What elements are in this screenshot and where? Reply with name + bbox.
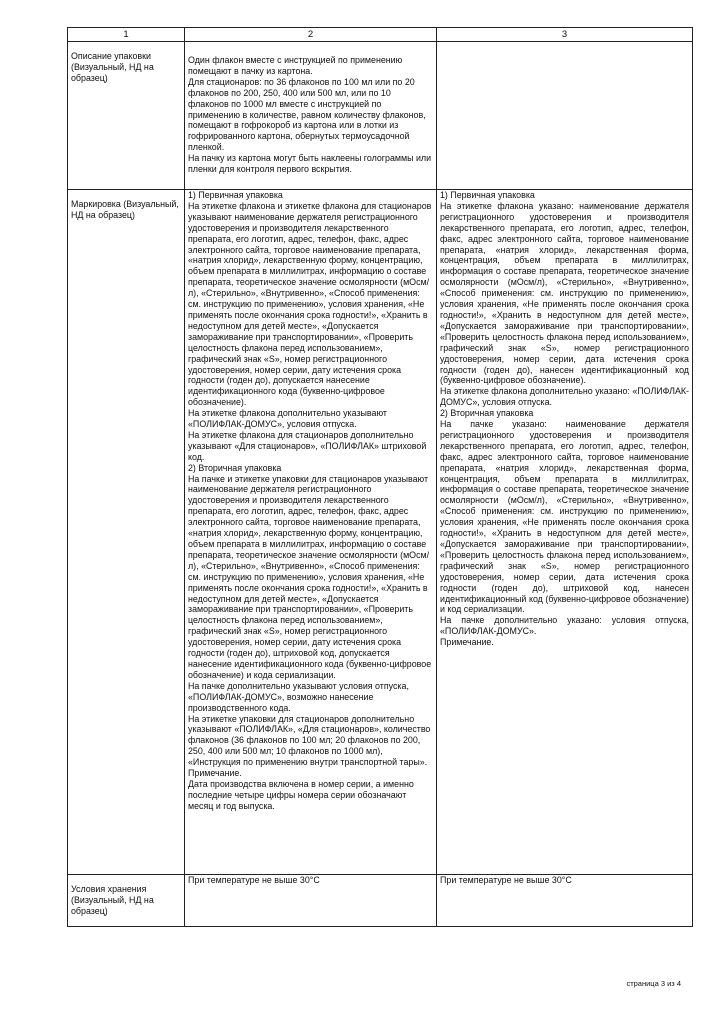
text-paragraph: 2) Вторичная упаковка (188, 462, 282, 473)
text-paragraph: 1) Первичная упаковка (440, 190, 535, 200)
text-paragraph: На пачке указано: наименование держателя регистрационного удостоверения и производителя лекарственного препарата, его логотип, адрес, телефон, факс, адрес электронного сайта, торговое наименование препарата, «натрия хлорид», лекарственная форма, концентрация, объем препарата в миллилитрах, информация о составе препарата, теоретическое значение осмолярности (мОсм/л), «Стерильно», «Внутривенно», «Способ применения: см. инструкцию по применению», условия хранения, «Не применять после окончания срока годности!», «Хранить в недоступном для детей месте», «Допускается замораживание при транспортировании», «Проверить целостность флакона перед использованием», графический знак «S», номер регистрационного удостоверения, номер серии, дата истечения срока годности (годен до), штриховой код, нанесен идентификационный код (буквенно-цифровое обозначение) и код сериализации. (440, 419, 689, 615)
text-paragraph: Примечание. (188, 768, 242, 779)
column-header-3: 3 (437, 28, 693, 42)
text-paragraph: На этикетке упаковки для стационаров дополнительно указывают «ПОЛИФЛАК», «Для стационаров», количество флаконов (36 флаконов по 100 мл; 20 флаконов по 200, 250, 400 или 500 мл; 10 флаконов по 1000 мл), «Инструкция по применению внутри транспортной тары». (188, 713, 431, 768)
marking-actual (437, 190, 693, 875)
text-paragraph: Один флакон вместе с инструкцией по применению помещают в пачку из картона. (188, 55, 403, 76)
column-header-2: 2 (185, 28, 437, 42)
text-paragraph: На пачке дополнительно указано: условия отпуска, «ПОЛИФЛАК-ДОМУС». (440, 615, 689, 637)
text-paragraph: 2) Вторичная упаковка (440, 408, 534, 419)
text-paragraph: Примечание. (440, 637, 494, 648)
text-paragraph: На этикетке флакона и этикетке флакона для стационаров указывают наименование держателя регистрационного удостоверения и производителя лекарственного препарата, его логотип, адрес, телефон, факс, адрес электронного сайта, торговое наименование препарата, «натрия хлорид», лекарственную форму, концентрацию, объем препарата в миллилитрах, информацию о составе препарата, теоретическое значение осмолярности (мОсм/л), «Стерильно», «Внутривенно», «Способ применения: см. инструкцию по применению», условия хранения, «Не применять после окончания срока годности!», «Хранить в недоступном для детей месте», «Допускается замораживание при транспортировании», «Проверить целостность флакона перед использованием», графический знак «S», номер регистрационного удостоверения, номер серии, дату истечения срока годности (годен до), допускается нанесение идентификационного кода (буквенно-цифровое обозначение). (188, 200, 432, 408)
text-paragraph: На пачке и этикетке упаковки для стационаров указывают наименование держателя регистрационного удостоверения и производителя лекарственного препарата, его логотип, адрес, телефон, факс, адрес электронного сайта, торговое наименование препарата, «натрия хлорид», лекарственную форму, концентрацию, объем препарата в миллилитрах, информацию о составе препарата, теоретическое значение осмолярности (мОсм/л), «Стерильно», «Внутривенно», «Способ применения: см. инструкцию по применению», условия хранения, «Не применять после окончания срока годности!», «Хранить в недоступном для детей месте», «Допускается замораживание при транспортировании», «Проверить целостность флакона перед использованием», графический знак «S», номер регистрационного удостоверения, номер серии, дату истечения срока годности (годен до), штриховой код, допускается нанесение идентификационного кода (буквенно-цифровое обозначение) и кода сериализации. (188, 473, 432, 680)
row-label-packaging: Описание упаковки (Визуальный, НД на образец) (68, 42, 185, 190)
text-paragraph: На этикетке флакона указано: наименование держателя регистрационного удостоверения и производителя лекарственного препарата, его логотип, адрес, телефон, факс, адрес электронного сайта, торговое наименование препарата, «натрия хлорид», лекарственная форма, концентрация, объем препарата в миллилитрах, информация о составе препарата, теоретическое значение осмолярности (мОсм/л), «Стерильно», «Внутривенно», «Способ применения: см. инструкцию по применению», условия хранения, «Не применять после окончания срока годности!», «Хранить в недоступном для детей месте», «Допускается замораживание при транспортировании», «Проверить целостность флакона перед использованием», графический знак «S», номер регистрационного удостоверения, номер серии, дата истечения срока годности (годен до), нанесен идентификационный код (буквенно-цифровое обозначение). (440, 200, 689, 386)
storage-spec: При температуре не выше 30°С (185, 875, 437, 927)
text-paragraph: На пачку из картона могут быть наклеены голограммы или пленки для контроля первого вскрытия. (188, 153, 432, 175)
row-label-marking: Маркировка (Визуальный, НД на образец) (68, 190, 185, 875)
storage-actual: При температуре не выше 30°С (437, 875, 693, 927)
packaging-description-actual (437, 42, 693, 190)
column-header-1: 1 (68, 28, 185, 42)
table-row-marking (68, 190, 693, 875)
text-paragraph: На пачке дополнительно указывают условия отпуска, «ПОЛИФЛАК-ДОМУС», возможно нанесение производственного кода. (188, 680, 409, 713)
text-paragraph: Дата производства включена в номер серии, а именно последние четыре цифры номера серии обозначают месяц и год выпуска. (188, 778, 414, 811)
table-row-storage (68, 875, 693, 927)
page-number: страница 3 из 4 (626, 979, 681, 988)
table-row-packaging (68, 42, 693, 190)
text-paragraph: На этикетке флакона для стационаров дополнительно указывают «Для стационаров», «ПОЛИФЛАК» штриховой код. (188, 429, 427, 462)
table-header-row (68, 28, 693, 42)
text-paragraph: 1) Первичная упаковка (188, 190, 283, 200)
packaging-description-spec (185, 42, 437, 190)
marking-spec (185, 190, 437, 875)
row-label-storage: Условия хранения (Визуальный, НД на образец) (68, 875, 185, 927)
text-paragraph: Для стационаров: по 36 флаконов по 100 мл или по 20 флаконов по 200, 250, 400 или 500 мл, или по 10 флаконов по 1000 мл вместе с инструкцией по применению в количестве, равном количеству флаконов, помещают в гофрокороб из картона или в лотки из гофрированного картона, обернутых термоусадочной пленкой. (188, 76, 426, 153)
text-paragraph: На этикетке флакона дополнительно указано: «ПОЛИФЛАК-ДОМУС», условия отпуска. (440, 386, 689, 408)
text-paragraph: На этикетке флакона дополнительно указывают «ПОЛИФЛАК-ДОМУС», условия отпуска. (188, 408, 387, 430)
specification-table (67, 27, 693, 927)
